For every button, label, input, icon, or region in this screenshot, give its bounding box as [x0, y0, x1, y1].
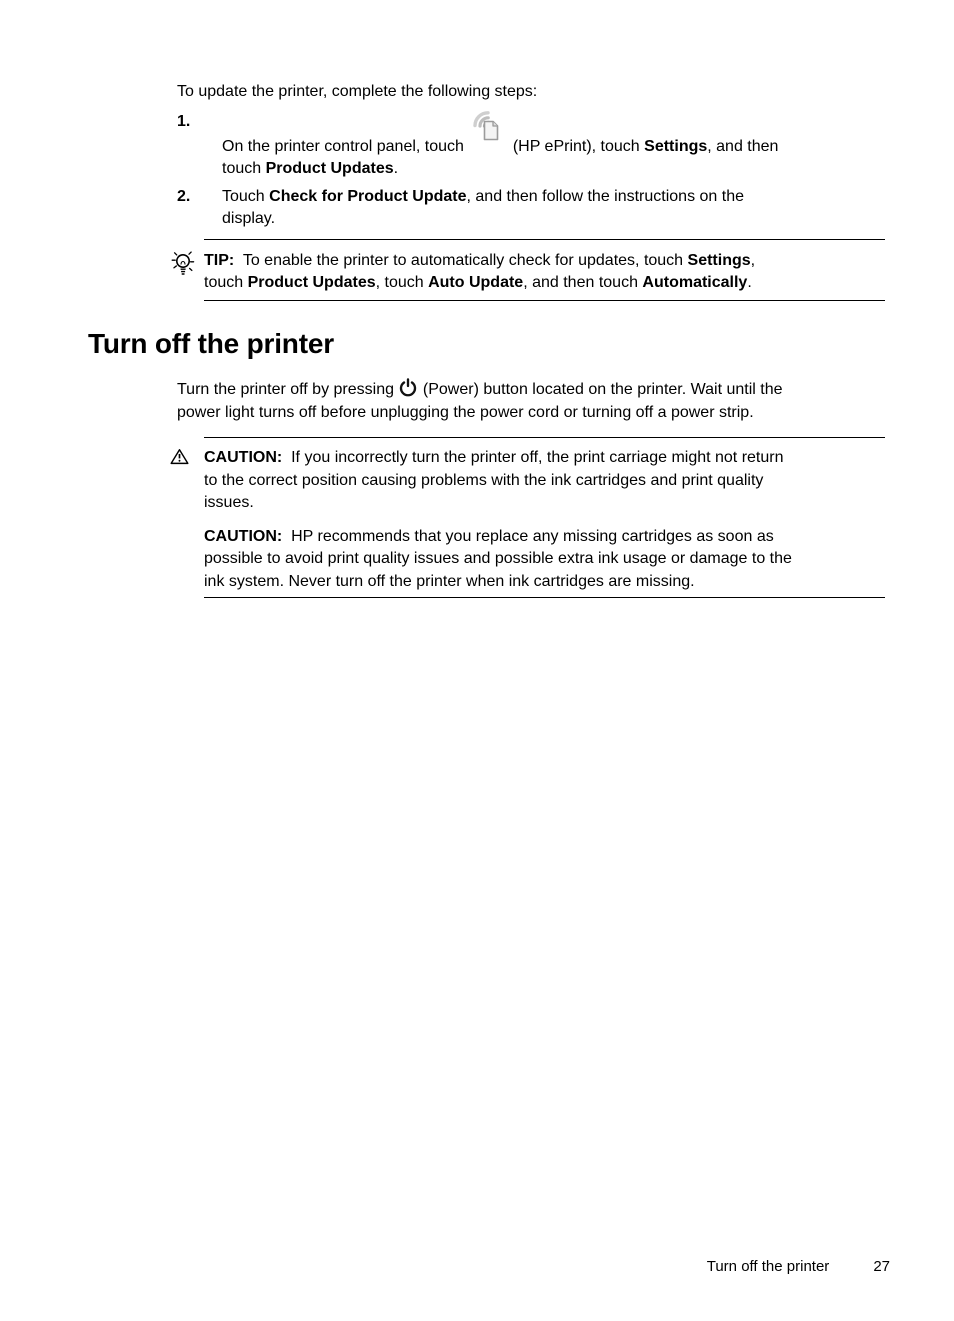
warning-triangle-icon [170, 448, 189, 472]
step-number: 2. [177, 188, 191, 205]
list-item-step-2 [177, 186, 885, 230]
power-icon [399, 378, 417, 397]
step-text: On the printer control panel, touch (HP ePrint), touch Settings, and then touch Product Updates. [222, 111, 885, 180]
hp-eprint-icon [471, 111, 505, 142]
footer-section-label: Turn off the printer [706, 1258, 830, 1275]
intro-text: To update the printer, complete the following steps: [177, 83, 538, 100]
list-item-step-1 [177, 111, 885, 180]
tip-lightbulb-icon [170, 248, 196, 287]
tip-note [204, 239, 885, 301]
power-paragraph: Turn the printer off by pressing (Power) button located on the printer. Wait until the power light turns off before unplugging the power cord or turning off a power strip. [177, 378, 885, 424]
step-text: Touch Check for Product Update, and then follow the instructions on the display. [222, 188, 745, 227]
step-number: 1. [177, 113, 191, 130]
page-title: Turn off the printer [88, 328, 334, 359]
caution-text-2: CAUTION: HP recommends that you replace any missing cartridges as soon as possible to avoid print quality issues and possible extra ink usage or damage to the ink system. Never turn off the printer when ink cartridges are missing. [204, 527, 792, 590]
page-footer [707, 1257, 890, 1277]
page-number: 27 [873, 1258, 890, 1275]
caution-note [204, 437, 885, 598]
caution-text-1: CAUTION: If you incorrectly turn the printer off, the print carriage might not return to the correct position causing problems with the ink cartridges and print quality issues. [204, 449, 784, 511]
steps-list [177, 111, 885, 230]
tip-text: TIP: To enable the printer to automatically check for updates, touch Settings, touch Product Updates, touch Auto Update, and then touch Automatically. [204, 252, 756, 291]
